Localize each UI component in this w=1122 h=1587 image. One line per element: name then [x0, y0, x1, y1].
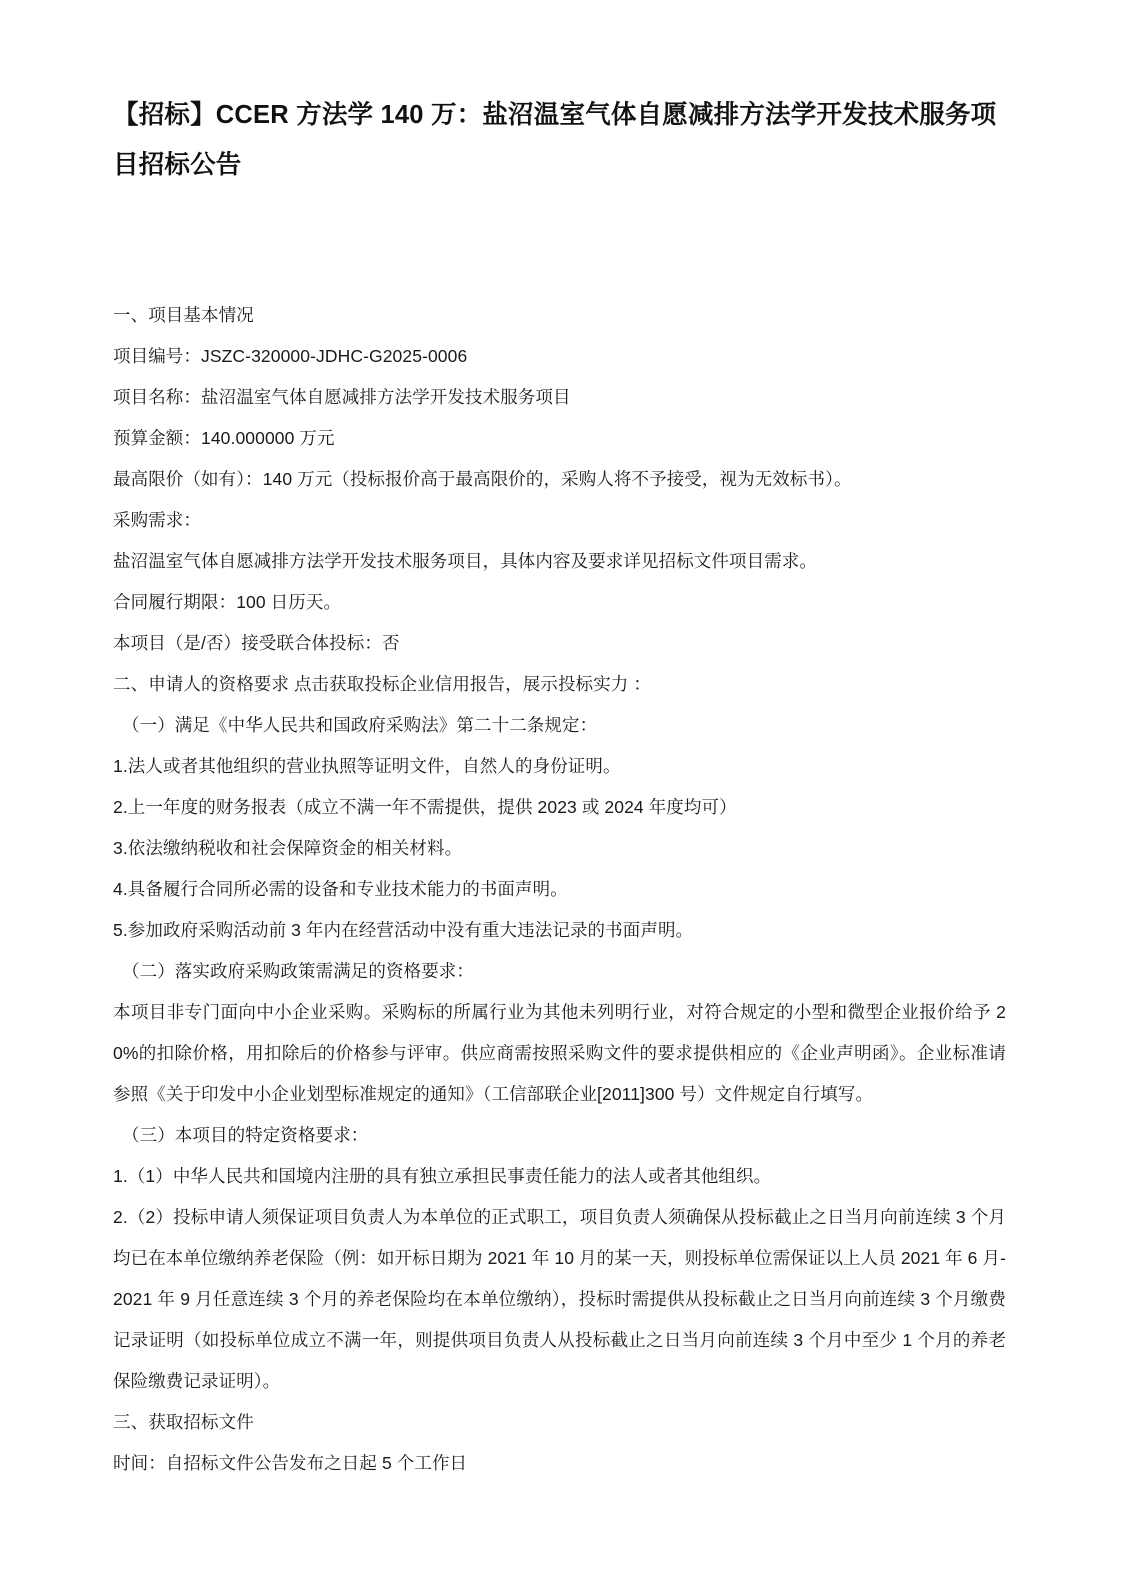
document-content: [113, 295, 1006, 1484]
qualification-item-3: 3.依法缴纳税收和社会保障资金的相关材料。: [113, 838, 463, 858]
qualification-item-4: 4.具备履行合同所必需的设备和专业技术能力的书面声明。: [113, 879, 568, 899]
section-1-heading: 一、项目基本情况: [113, 305, 254, 325]
budget-amount: 预算金额：140.000000 万元: [113, 428, 335, 448]
specific-qualification-2: 2.（2）投标申请人须保证项目负责人为本单位的正式职工，项目负责人须确保从投标截止之日当月向前连续 3 个月均已在本单位缴纳养老保险（例：如开标日期为 2021 年 10 月的某一天，则投标单位需保证以上人员 2021 年 6 月-2021 年 9 月任意连续 3 个月的养老保险均在本单位缴纳），投标时需提供从投标截止之日当月向前连续 3 个月缴费记录证明（如投标单位成立不满一年，则提供项目负责人从投标截止之日当月向前连续 3 个月中至少 1 个月的养老保险缴费记录证明）。: [113, 1207, 1006, 1391]
subsection-1-heading: （一）满足《中华人民共和国政府采购法》第二十二条规定：: [122, 715, 598, 735]
project-name: 项目名称：盐沼温室气体自愿减排方法学开发技术服务项目: [113, 387, 571, 407]
subsection-2-heading: （二）落实政府采购政策需满足的资格要求：: [122, 961, 474, 981]
consortium-bidding: 本项目（是/否）接受联合体投标：否: [113, 633, 400, 653]
contract-term: 合同履行期限：100 日历天。: [113, 592, 342, 612]
procurement-requirement-body: 盐沼温室气体自愿减排方法学开发技术服务项目，具体内容及要求详见招标文件项目需求。: [113, 551, 817, 571]
sme-policy-paragraph: 本项目非专门面向中小企业采购。采购标的所属行业为其他未列明行业，对符合规定的小型和微型企业报价给予 20%的扣除价格，用扣除后的价格参与评审。供应商需按照采购文件的要求提供相应的《企业声明函》。企业标准请参照《关于印发中小企业划型标准规定的通知》（工信部联企业[2011]300 号）文件规定自行填写。: [113, 1002, 1006, 1104]
qualification-item-1: 1.法人或者其他组织的营业执照等证明文件，自然人的身份证明。: [113, 756, 621, 776]
acquisition-time: 时间：自招标文件公告发布之日起 5 个工作日: [113, 1453, 468, 1473]
project-number: 项目编号：JSZC-320000-JDHC-G2025-0006: [113, 346, 468, 366]
procurement-requirement-label: 采购需求：: [113, 510, 201, 530]
qualification-item-2: 2.上一年度的财务报表（成立不满一年不需提供，提供 2023 或 2024 年度均可）: [113, 797, 737, 817]
specific-qualification-1: 1.（1）中华人民共和国境内注册的具有独立承担民事责任能力的法人或者其他组织。: [113, 1166, 772, 1186]
section-2-heading: 二、申请人的资格要求 点击获取投标企业信用报告，展示投标实力 ：: [113, 674, 651, 694]
subsection-3-heading: （三）本项目的特定资格要求：: [122, 1125, 369, 1145]
max-price-limit: 最高限价（如有）：140 万元（投标报价高于最高限价的，采购人将不予接受，视为无效标书）。: [113, 469, 852, 489]
document-body: [113, 0, 1006, 1484]
qualification-item-5: 5.参加政府采购活动前 3 年内在经营活动中没有重大违法记录的书面声明。: [113, 920, 694, 940]
section-3-heading: 三、获取招标文件: [113, 1412, 254, 1432]
page-title: 【招标】CCER 方法学 140 万：盐沼温室气体自愿减排方法学开发技术服务项目招标公告: [113, 101, 997, 179]
